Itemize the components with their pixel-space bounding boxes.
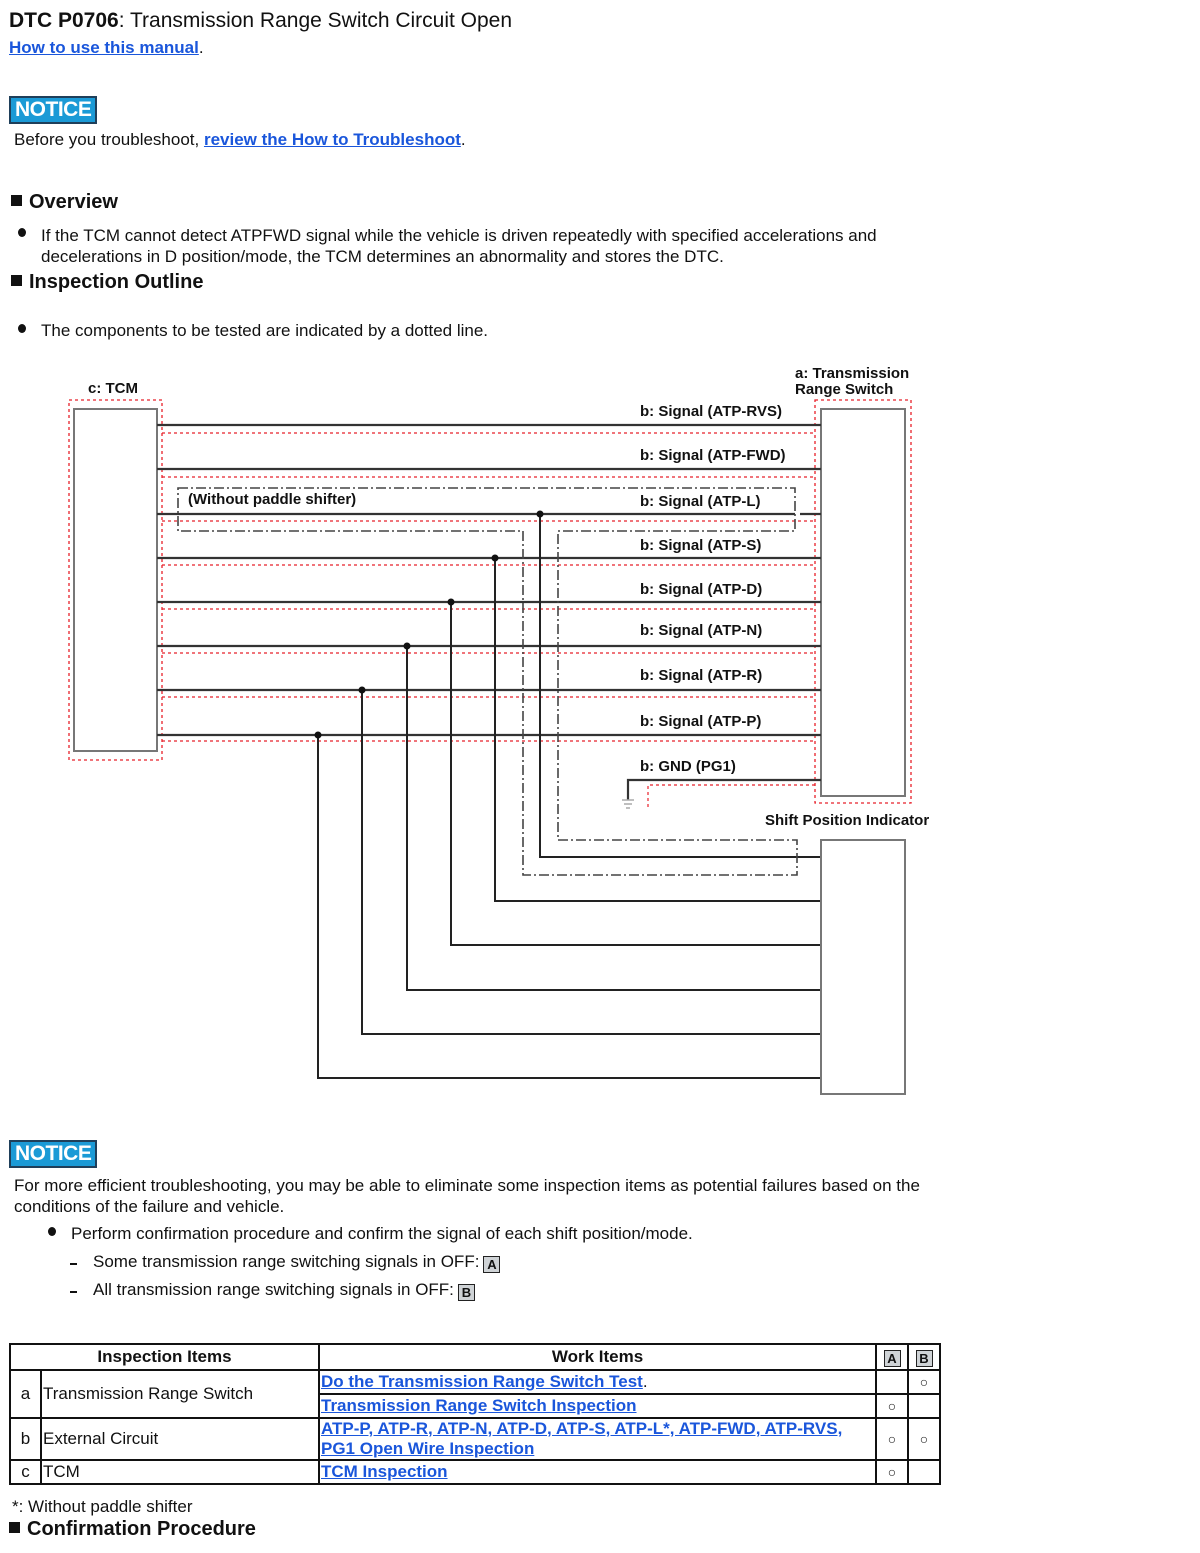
shift-position-indicator xyxy=(765,812,929,1094)
inspection-outline-heading: Inspection Outline xyxy=(11,271,203,294)
tcm-inspection-link[interactable]: TCM Inspection xyxy=(321,1462,448,1481)
confirmation-heading: Confirmation Procedure xyxy=(9,1518,256,1541)
key-a-icon: A xyxy=(884,1350,901,1367)
tcm-component xyxy=(69,380,162,760)
signal-label: b: Signal (ATP-FWD) xyxy=(640,447,786,464)
signal-label: b: Signal (ATP-N) xyxy=(640,622,763,639)
table-header-row xyxy=(10,1344,940,1370)
outline-bullet: The components to be tested are indicated by a dotted line. xyxy=(41,321,489,340)
square-bullet-icon xyxy=(9,1522,20,1533)
signal-label: b: Signal (ATP-D) xyxy=(640,581,763,598)
key-b-icon: B xyxy=(916,1350,933,1367)
sub-item-b: All transmission range switching signals in OFF: B xyxy=(93,1279,475,1301)
indicator-wires xyxy=(318,514,821,1078)
ground-icon xyxy=(622,800,634,808)
signal-label: b: GND (PG1) xyxy=(640,758,736,775)
table-row: c TCM TCM Inspection ○ xyxy=(10,1460,940,1484)
switch-label-line1: a: Transmission xyxy=(795,365,910,382)
bullet-icon xyxy=(18,228,26,237)
switch-label-line2: Range Switch xyxy=(795,381,894,398)
howto-link[interactable]: How to use this manual xyxy=(9,38,199,57)
signal-label: b: Signal (ATP-RVS) xyxy=(640,403,782,420)
range-switch-component xyxy=(795,365,911,803)
notice2-text: For more efficient troubleshooting, you may be able to eliminate some inspection items as potential failures based on the conditions of the failure and vehicle. xyxy=(14,1176,920,1216)
range-switch-inspection-link[interactable]: Transmission Range Switch Inspection xyxy=(321,1396,637,1415)
range-switch-test-link[interactable]: Do the Transmission Range Switch Test xyxy=(321,1372,643,1391)
bullet-icon xyxy=(18,324,26,333)
dtc-code: DTC P0706 xyxy=(9,9,119,32)
notice-badge: NOTICE xyxy=(9,96,97,124)
signal-label: b: Signal (ATP-S) xyxy=(640,537,762,554)
dash-icon xyxy=(70,1291,77,1293)
sub-item-a: Some transmission range switching signals in OFF: A xyxy=(93,1251,500,1273)
table-footnote: *: Without paddle shifter xyxy=(12,1497,193,1516)
notice-badge: NOTICE xyxy=(9,1140,97,1168)
key-b-icon: B xyxy=(458,1284,475,1301)
howto-line: How to use this manual. xyxy=(9,38,204,57)
circuit-diagram xyxy=(0,355,960,1105)
open-wire-inspection-link[interactable]: ATP-P, ATP-R, ATP-N, ATP-D, ATP-S, ATP-L*, ATP-FWD, ATP-RVS, PG1 Open Wire Inspection xyxy=(321,1419,843,1458)
header-inspection-items: Inspection Items xyxy=(10,1344,319,1370)
key-a-icon: A xyxy=(483,1256,500,1273)
review-troubleshoot-link[interactable]: review the How to Troubleshoot xyxy=(203,130,461,149)
bullet-icon xyxy=(48,1227,56,1236)
signal-labels xyxy=(640,403,786,775)
signal-label: b: Signal (ATP-L) xyxy=(640,493,761,510)
junction-dots xyxy=(315,511,544,739)
test-outline-wires xyxy=(162,433,815,807)
page-title xyxy=(9,9,512,33)
square-bullet-icon xyxy=(11,195,22,206)
signal-label: b: Signal (ATP-P) xyxy=(640,713,762,730)
tcm-label: c: TCM xyxy=(88,380,138,397)
square-bullet-icon xyxy=(11,275,22,286)
without-paddle-label: (Without paddle shifter) xyxy=(188,491,357,508)
dtc-title: : Transmission Range Switch Circuit Open xyxy=(118,9,513,32)
inspection-table xyxy=(9,1343,941,1485)
signal-wires xyxy=(157,425,821,800)
header-col-b xyxy=(908,1344,940,1370)
table-row: b External Circuit ATP-P, ATP-R, ATP-N, ATP-D, ATP-S, ATP-L*, ATP-FWD, ATP-RVS, PG1 Open Wire Inspection ○ ○ xyxy=(10,1418,940,1460)
table-row: Transmission Range Switch Inspection ○ xyxy=(10,1394,940,1418)
header-work-items: Work Items xyxy=(319,1344,876,1370)
indicator-label: Shift Position Indicator xyxy=(765,812,930,829)
signal-label: b: Signal (ATP-R) xyxy=(640,667,763,684)
notice-text: Before you troubleshoot, review the How to Troubleshoot. xyxy=(14,130,466,149)
overview-heading: Overview xyxy=(11,191,118,214)
header-col-a xyxy=(876,1344,908,1370)
dash-icon xyxy=(70,1263,77,1265)
overview-bullet: If the TCM cannot detect ATPFWD signal while the vehicle is driven repeatedly with specified accelerations and decelerations in D position/mode, the TCM determines an abnormality and stores the DTC. xyxy=(41,226,877,266)
notice2-bullet: Perform confirmation procedure and confirm the signal of each shift position/mode. xyxy=(71,1224,693,1243)
table-row: a Transmission Range Switch Do the Transmission Range Switch Test. ○ xyxy=(10,1370,940,1394)
